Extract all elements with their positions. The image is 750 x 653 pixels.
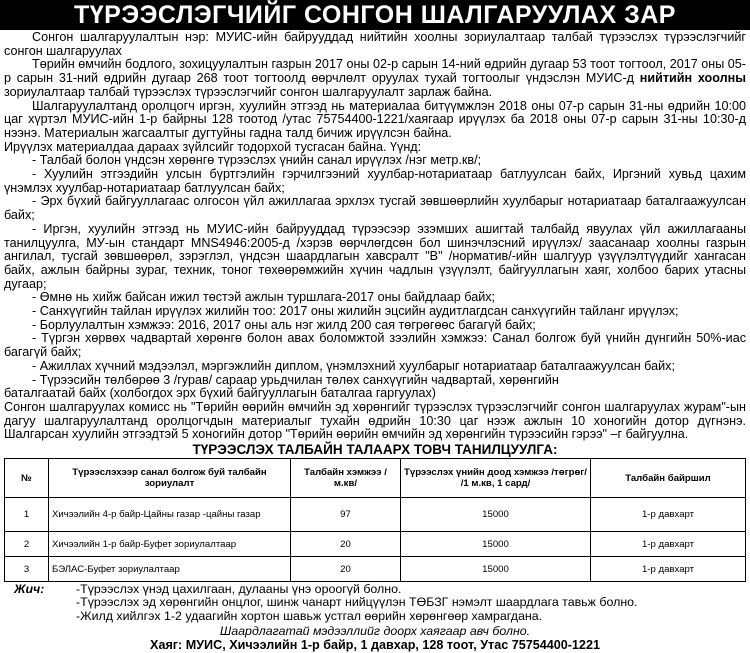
notes-label-spacer [4, 596, 76, 609]
cell-price: 15000 [401, 532, 591, 557]
cell-size: 20 [291, 532, 401, 557]
note-row [4, 596, 746, 609]
notes-section [4, 583, 746, 623]
cell-price: 15000 [401, 557, 591, 582]
requirement-item: - Түрээсийн төлбөрөө 3 /гурав/ сараар урьдчилан төлөх санхүүгийн чадвартай, хөрөнгийн [32, 372, 559, 387]
note-row [4, 583, 746, 596]
table-row [5, 498, 746, 532]
cell-use: Хичээлийн 1-р байр-Буфет зориулалтаар [49, 532, 291, 557]
rental-info-table [4, 458, 746, 582]
cell-use: Хичээлийн 4-р байр-Цайны газар -цайны газар [49, 498, 291, 532]
table-header-row [5, 459, 746, 498]
note-line: -Жилд хийлгэх 1-2 удаагийн хортон шавьж устгал өөрийн хөрөнгөөр хамрагдана. [76, 608, 543, 623]
requirement-item: - Иргэн, хуулийн этгээд нь МУИС-ийн байрууддад түрээсээр эзэмших ашигтай талбайд явуулах үйл ажиллагааны танилцуулга, МУ-ын стандарт MNS4946:2005-д /хэрэв өөрчлөгдсөн бол шинэчлэсний ирүүлэх/ заасанаар хоолны газрын ангилал, тусгай зөвшөөрөл, зэрэглэл, үндсэн шаардлагын хавсралт "В" /норматив/-ийн шалгуур үзүүлэлтүүдийг хангасан байх, ажлын байрны зураг, техник, тоног төхөөрөмжийн хүчин чадлын үзүүлэлт, байгууллагын хаяг, холбоо барих утасны дугаар; [4, 221, 746, 291]
cell-no: 1 [5, 498, 49, 532]
cell-no: 2 [5, 532, 49, 557]
note-row [4, 610, 746, 623]
header-use: Түрээслэхээр санал болгож буй талбайн зориулалт [49, 459, 291, 498]
cell-use: БЭЛАС-Буфет зориулалтаар [49, 557, 291, 582]
header-price: Түрээслэх үнийн доод хэмжээ /төгрөг/ /1 м.кв, 1 сард/ [401, 459, 591, 498]
footer-address: Хаяг: МУИС, Хичээлийн 1-р байр, 1 давхар, 128 тоот, Утас 75754400-1221 [150, 638, 600, 652]
requirement-item: - Түргэн хөрвөх чадвартай хөрөнгө болон авах боломжтой зээлийн хэмжээ: Санал болгож буй үнийн дүнгийн 50%-иас багагүй байх; [4, 331, 746, 360]
paragraph-commission: Сонгон шалгаруулах комисс нь "Төрийн өөрийн өмчийн эд хөрөнгийг түрээслэх түрээслэгчийг сонгон шалгаруулах журам"-ын дагуу шалгаруулалтанд оролцогчдын материалыг тухайн өдрийн 10:30 цаг нээж ажлын 10 хоногийн дотор дүгнэнэ. Шалгарсан хуулийн этгээдтэй 5 хоногийн дотор "Төрийн өөрийн өмчийн эд хөрөнгийн түрээсийн гэрээ" –г байгуулна. [4, 399, 746, 442]
cell-size: 97 [291, 498, 401, 532]
header-location: Талбайн байршил [591, 459, 746, 498]
cell-no: 3 [5, 557, 49, 582]
requirement-item: - Хуулийн этгээдийн улсын бүртгэлийн гэрчилгээний хуулбар-нотариатаар батлуулсан байх, Иргэний хувьд цахим үнэмлэх хуулбар-нотариатаар батлуулсан байх; [4, 167, 746, 195]
requirement-item: - Санхүүгийн тайлан ирүүлэх жилийн тоо: 2017 оны жилийн эцсийн аудитлагдсан санхүүгийн тайланг ирүүлэх; [32, 304, 679, 319]
note-line: -Түрээслэх эд хөрөнгийн онцлог, шинж чанарт нийцүүлэн ТӨБЗГ нэмэлт шаардлага тавьж болно. [76, 595, 638, 610]
legal-basis-text-end: зориулалтаар талбай түрээслэх түрээслэгчийг сонгон шалгаруулалт зарлаж байна. [4, 84, 493, 99]
cell-price: 15000 [401, 498, 591, 532]
requirement-item-continued: баталгаатай байх (холбогдох эрх бүхий байгууллагын баталгаа гаргуулах) [4, 386, 436, 401]
requirement-item: - Талбай болон үндсэн хөрөнгө түрээслэх үнийн санал ирүүлэх /нэг метр.кв/; [32, 153, 482, 168]
table-title: ТҮРЭЭСЛЭХ ТАЛБАЙН ТАЛААРХ ТОВЧ ТАНИЛЦУУЛГА: [192, 442, 558, 457]
note-line: -Түрээслэх үнэд цахилгаан, дулааны үнэ ороогүй болно. [76, 582, 402, 596]
legal-basis-emphasis: нийтийн хоолны [639, 71, 746, 86]
notes-label-spacer [4, 610, 76, 623]
footer-info-line: Шаардлагатай мэдээллийг доорх хаягаар авч болно. [219, 624, 531, 638]
cell-location: 1-р давхарт [591, 532, 746, 557]
header-size: Талбайн хэмжээ /м.кв/ [291, 459, 401, 498]
announcement-body [4, 31, 746, 442]
requirement-item: - Өмнө нь хийж байсан ижил төстэй ажлын туршлага-2017 оны байдлаар байх; [32, 290, 496, 305]
cell-location: 1-р давхарт [591, 498, 746, 532]
paragraph-submission: Шалгаруулалтанд оролцогч иргэн, хуулийн этгээд нь материалаа битүүмжлэн 2018 оны 07-р сарын 31-ны өдрийн 10:00 цаг хүртэл МУИС-ийн 1-р байрны 128 тоотод /утас 75754400-1221/хаягаар ирүүлэх ба 2018 оны 07-р сарын 31-ны 10:30-д нээнэ. Материалын жагсаалтыг дугтуйны гадна талд бичиж ирүүлсэн байна. [4, 98, 746, 140]
header-no: № [5, 459, 49, 498]
notes-label: Жич: [14, 582, 45, 596]
paragraph-legal-basis [4, 58, 746, 99]
announcement-title: ТҮРЭЭСЛЭГЧИЙГ СОНГОН ШАЛГАРУУЛАХ ЗАР [0, 0, 750, 30]
paragraph-requirements-intro: Ирүүлэх материалдаа дараах зүйлсийг тодорхой тусгасан байна. Үүнд: [4, 139, 422, 154]
requirement-item: - Ажиллах хүчний мэдээлэл, мэргэжлийн диплом, үнэмлэхний хуулбарыг нотариатаар баталгаажуулсан байх; [32, 358, 675, 373]
table-row [5, 557, 746, 582]
requirement-item: - Борлуулалтын хэмжээ: 2016, 2017 оны аль нэг жилд 200 сая төгрөгөөс багагүй байх; [32, 317, 536, 332]
requirement-item: - Эрх бүхий байгууллагаас олгосон үйл ажиллагаа эрхлэх тусгай зөвшөөрлийн хуулбарыг нотариатаар баталгаажуулсан байх; [4, 194, 746, 223]
table-row [5, 532, 746, 557]
paragraph-selection-name: Сонгон шалгаруулалтын нэр: МУИС-ийн байрууддад нийтийн хоолны зориулалтаар талбай түрээслэх түрээслэгчийг сонгон шалгаруулах [4, 30, 746, 58]
cell-size: 20 [291, 557, 401, 582]
legal-basis-text: Төрийн өмчийн бодлого, зохицуулалтын газрын 2017 оны 02-р сарын 14-ний өдрийн дугаар 53 тоот тогтоол, 2017 оны 05-р сарын 31-ний өдрийн дугаар 268 тоот тогтоолд өөрчлөлт оруулах тухай тогтоолыг үндэслэн МУИС-д [4, 57, 746, 86]
cell-location: 1-р давхарт [591, 557, 746, 582]
